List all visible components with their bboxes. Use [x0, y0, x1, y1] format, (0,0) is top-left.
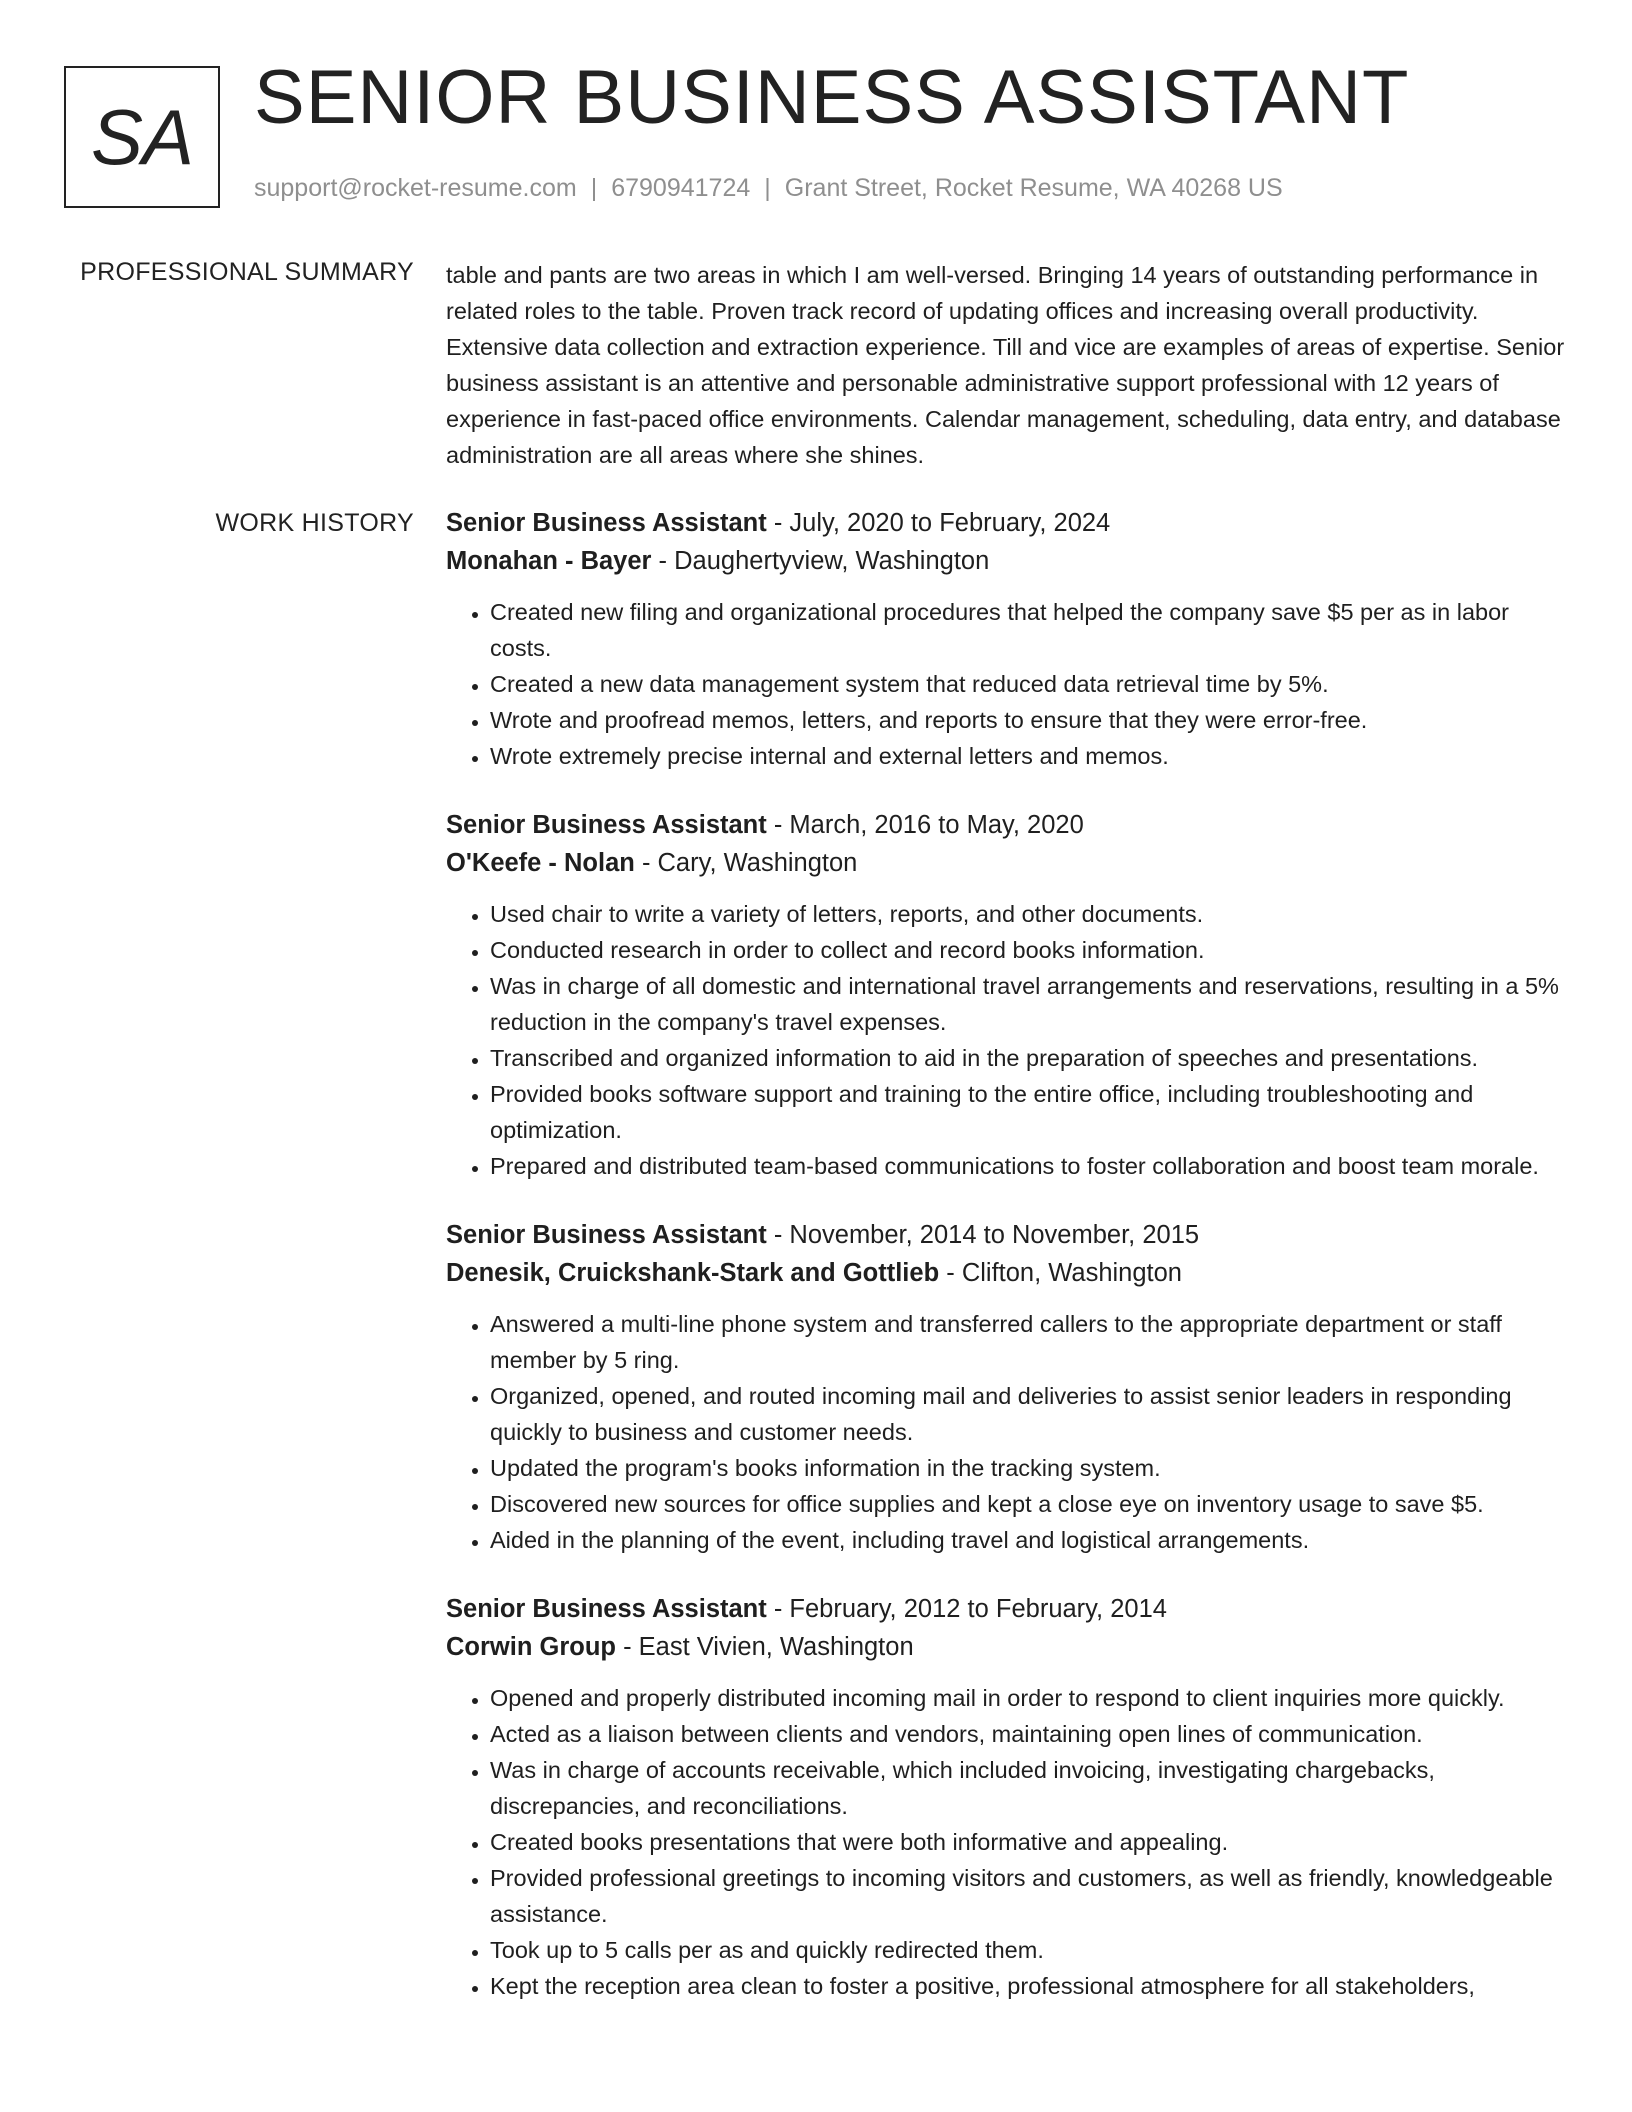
job-bullet: • Discovered new sources for office supplies and kept a close eye on inventory usage to save $5. [490, 1486, 1566, 1522]
job-bullet: • Organized, opened, and routed incoming mail and deliveries to assist senior leaders in responding quickly to business and customer needs. [490, 1378, 1566, 1450]
monogram-logo [64, 66, 220, 208]
job-location: - Clifton, Washington [939, 1259, 1182, 1287]
job-bullet: • Transcribed and organized information to aid in the preparation of speeches and presentations. [490, 1040, 1566, 1076]
contact-line [254, 174, 1283, 203]
work-history-section [446, 504, 1566, 2036]
resume-title: SENIOR BUSINESS ASSISTANT [254, 55, 1410, 140]
job-bullets [446, 594, 1566, 774]
job-company-line [446, 1628, 1566, 1666]
job-bullet: • Created books presentations that were both informative and appealing. [490, 1824, 1566, 1860]
monogram-text: SA [90, 92, 194, 181]
job-dates: - November, 2014 to November, 2015 [766, 1221, 1200, 1249]
job-company-line [446, 1254, 1566, 1292]
job-title: Senior Business Assistant [446, 1595, 767, 1623]
job-dates: - February, 2012 to February, 2014 [766, 1595, 1167, 1623]
job-bullet: • Aided in the planning of the event, including travel and logistical arrangements. [490, 1522, 1566, 1558]
job-bullet: • Prepared and distributed team-based communications to foster collaboration and boost team morale. [490, 1148, 1566, 1184]
job-title-line [446, 504, 1566, 542]
job-bullet: • Provided professional greetings to incoming visitors and customers, as well as friendly, knowledgeable assistance. [490, 1860, 1566, 1932]
job-title: Senior Business Assistant [446, 1221, 767, 1249]
job-bullet: • Took up to 5 calls per as and quickly redirected them. [490, 1932, 1566, 1968]
job-dates: - March, 2016 to May, 2020 [766, 811, 1084, 839]
job-location: - East Vivien, Washington [615, 1633, 914, 1661]
contact-email: support@rocket-resume.com [254, 174, 577, 202]
job-bullets [446, 896, 1566, 1184]
job-company: Corwin Group [446, 1633, 616, 1661]
job-location: - Cary, Washington [634, 849, 858, 877]
job-bullet: • Provided books software support and training to the entire office, including troubleshooting and optimization. [490, 1076, 1566, 1148]
job-bullet: • Created new filing and organizational procedures that helped the company save $5 per as in labor costs. [490, 594, 1566, 666]
contact-separator: | [590, 174, 598, 202]
job-title-line [446, 1216, 1566, 1254]
contact-phone: 6790941724 [611, 174, 751, 202]
job-company: O'Keefe - Nolan [446, 849, 635, 877]
work-history-heading: WORK HISTORY [215, 509, 414, 537]
job-bullet: • Was in charge of accounts receivable, which included invoicing, investigating chargebacks, discrepancies, and reconciliations. [490, 1752, 1566, 1824]
job-bullet: • Conducted research in order to collect and record books information. [490, 932, 1566, 968]
job-bullet: • Was in charge of all domestic and international travel arrangements and reservations, resulting in a 5% reduction in the company's travel expenses. [490, 968, 1566, 1040]
job-title-line [446, 806, 1566, 844]
job-dates: - July, 2020 to February, 2024 [766, 509, 1111, 537]
job-entry [446, 806, 1566, 1184]
job-title: Senior Business Assistant [446, 509, 767, 537]
job-title-line [446, 1590, 1566, 1628]
contact-address: Grant Street, Rocket Resume, WA 40268 US [784, 174, 1283, 202]
summary-heading: PROFESSIONAL SUMMARY [80, 258, 414, 286]
job-entry [446, 1590, 1566, 2004]
job-entry [446, 1216, 1566, 1558]
job-company: Denesik, Cruickshank-Stark and Gottlieb [446, 1259, 940, 1287]
summary-text: table and pants are two areas in which I am well-versed. Bringing 14 years of outstanding performance in related roles to the table. Proven track record of updating offices and increasing overall productivity. Extensive data collection and extraction experience. Till and vice are examples of areas of expertise. Senior business assistant is an attentive and personable administrative support professional with 12 years of experience in fast-paced office environments. Calendar management, scheduling, data entry, and database administration are all areas where she shines. [446, 262, 1565, 468]
job-bullet: • Kept the reception area clean to foster a positive, professional atmosphere for all stakeholders, [490, 1968, 1566, 2004]
job-bullet: • Acted as a liaison between clients and vendors, maintaining open lines of communication. [490, 1716, 1566, 1752]
job-bullets [446, 1680, 1566, 2004]
job-entry [446, 504, 1566, 774]
job-company: Monahan - Bayer [446, 547, 652, 575]
job-bullet: • Created a new data management system that reduced data retrieval time by 5%. [490, 666, 1566, 702]
summary-section [446, 257, 1566, 473]
job-bullet: • Wrote extremely precise internal and external letters and memos. [490, 738, 1566, 774]
job-company-line [446, 844, 1566, 882]
job-bullet: • Used chair to write a variety of letters, reports, and other documents. [490, 896, 1566, 932]
job-bullet: • Wrote and proofread memos, letters, and reports to ensure that they were error-free. [490, 702, 1566, 738]
job-bullets [446, 1306, 1566, 1558]
job-bullet: • Updated the program's books information in the tracking system. [490, 1450, 1566, 1486]
job-bullet: • Answered a multi-line phone system and transferred callers to the appropriate department or staff member by 5 ring. [490, 1306, 1566, 1378]
job-location: - Daughertyview, Washington [651, 547, 990, 575]
job-company-line [446, 542, 1566, 580]
job-title: Senior Business Assistant [446, 811, 767, 839]
contact-separator: | [764, 174, 771, 202]
job-bullet: • Opened and properly distributed incoming mail in order to respond to client inquiries more quickly. [490, 1680, 1566, 1716]
